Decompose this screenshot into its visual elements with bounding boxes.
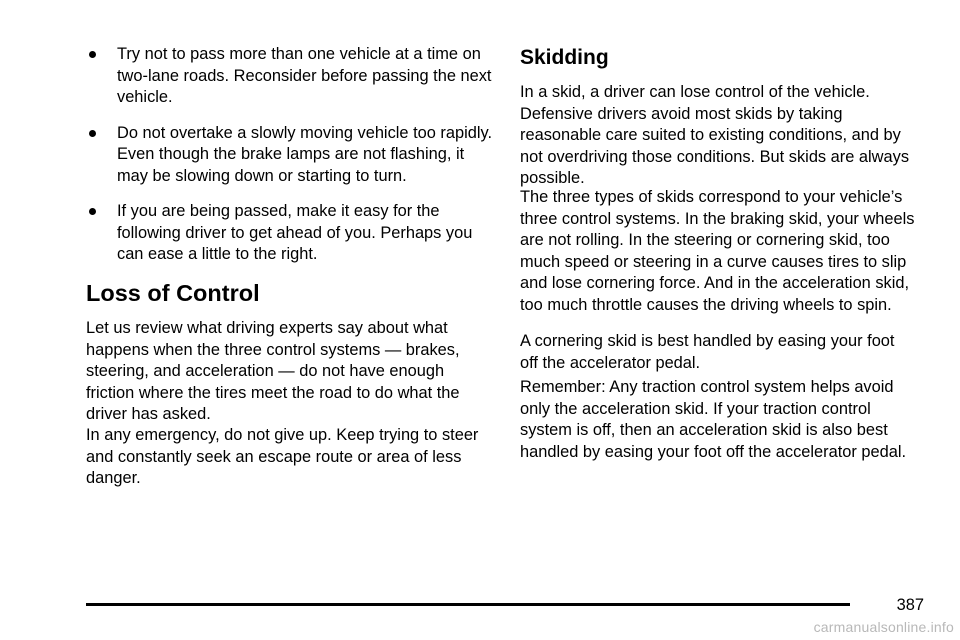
- skidding-paragraph-4: Remember: Any traction control system helps avoid only the acceleration skid. If your traction control system is off, then an acceleration skid is also best handled by easing your foot off the accelerator pedal.: [520, 378, 907, 461]
- watermark: carmanualsonline.info: [813, 619, 954, 635]
- page-number: 387: [896, 596, 924, 614]
- list-item-text: Try not to pass more than one vehicle at a time on two-lane roads. Reconsider before passing the next vehicle.: [117, 45, 492, 106]
- list-item: [86, 44, 496, 109]
- skidding-paragraph-1: In a skid, a driver can lose control of the vehicle. Defensive drivers avoid most skids by taking reasonable care suited to existing conditions, and by not overdriving those conditions. But skids are always possible.: [520, 83, 910, 187]
- loss-of-control-paragraph-1: Let us review what driving experts say about what happens when the three control systems — brakes, steering, and acceleration — do not have enough friction where the tires meet the road to do what the driver has asked.: [86, 319, 460, 423]
- footer-rule: [86, 603, 850, 606]
- list-item-text: If you are being passed, make it easy for the following driver to get ahead of you. Perhaps you can ease a little to the right.: [117, 202, 473, 263]
- passing-tips-list: [86, 44, 496, 280]
- list-item: [86, 201, 496, 266]
- bullet-icon: [89, 51, 96, 58]
- skidding-heading: Skidding: [520, 46, 609, 69]
- loss-of-control-paragraph-2: In any emergency, do not give up. Keep trying to steer and constantly seek an escape route or area of less danger.: [86, 426, 479, 487]
- skidding-paragraph-2: The three types of skids correspond to your vehicle’s three control systems. In the braking skid, your wheels are not rolling. In the steering or cornering skid, too much speed or steering in a curve causes tires to slip and lose cornering force. And in the acceleration skid, too much throttle causes the driving wheels to spin.: [520, 188, 915, 314]
- bullet-icon: [89, 130, 96, 137]
- bullet-icon: [89, 208, 96, 215]
- list-item-text: Do not overtake a slowly moving vehicle too rapidly. Even though the brake lamps are not flashing, it may be slowing down or starting to turn.: [117, 123, 493, 185]
- list-item: [86, 123, 496, 188]
- loss-of-control-heading: Loss of Control: [86, 280, 260, 306]
- skidding-paragraph-3: A cornering skid is best handled by easing your foot off the accelerator pedal.: [520, 332, 895, 372]
